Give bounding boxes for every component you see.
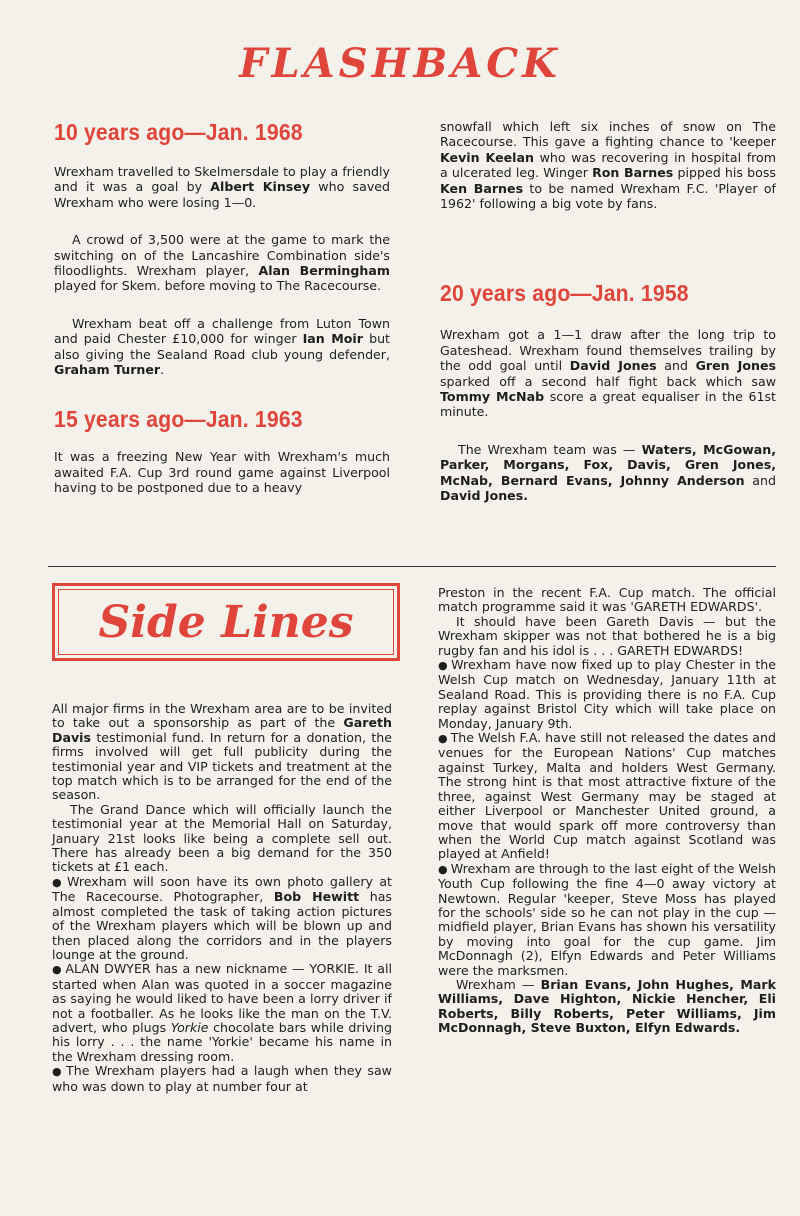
heading-20-years: 20 years ago—Jan. 1958 — [440, 280, 689, 307]
twenty-years-paragraph: Wrexham got a 1—1 draw after the long trip to Gateshead. Wrexham found themselves trailing by the odd goal until David Jones and Gren Jones sparked off a second half fight back which saw Tommy McNab score a great equaliser in the 61st minute. — [440, 327, 777, 420]
side-lines-right-paragraph: Wrexham — Brian Evans, John Hughes, Mark Williams, Dave Highton, Nickie Hencher, Eli Roberts, Billy Roberts, Peter Williams, Jim McDonnagh, Steve Buxton, Elfyn Edwards. — [438, 976, 776, 1036]
side-lines-left-paragraph: All major firms in the Wrexham area are to be invited to take out a sponsorship as part of the Gareth Davis testimonial fund. In return for a donation, the firms involved will get full publicity during the testimonial year and VIP tickets and treatment at the top match which is to be arranged for the end of the season. — [52, 701, 392, 803]
fifteen-years-continued: snowfall which left six inches of snow on The Racecourse. This gave a fighting chance to 'keeper Kevin Keelan who was recovering in hospital from a ulcerated leg. Winger Ron Barnes pipped his boss Ken Barnes to be named Wrexham F.C. 'Player of 1962' following a big vote by fans. — [440, 119, 776, 212]
heading-15-years: 15 years ago—Jan. 1963 — [54, 406, 303, 433]
flashback-left-column — [54, 118, 390, 496]
side-lines-left-column — [52, 702, 392, 1094]
side-lines-left-paragraph: ● ALAN DWYER has a new nickname — YORKIE. It all started when Alan was quoted in a soccer magazine as saying he would liked to have been a lorry driver if not a footballer. As he looks like the man on the T.V. advert, who plugs Yorkie chocolate bars while driving his lorry . . . the name 'Yorkie' became his name in the Wrexham dressing room. — [52, 962, 392, 1064]
side-lines-right-paragraph: ● Wrexham have now fixed up to play Chester in the Welsh Cup match on Wednesday, January 11th at Sealand Road. This is providing there is no F.A. Cup replay against Bristol City which will take place on Monday, January 9th. — [438, 658, 776, 731]
heading-10-years: 10 years ago—Jan. 1968 — [54, 119, 303, 145]
twenty-years-team: The Wrexham team was — Waters, McGowan, Parker, Morgans, Fox, Davis, Gren Jones, McNab, Bernard Evans, Johnny Anderson and David Jones. — [440, 441, 776, 504]
ten-years-paragraph-2: A crowd of 3,500 were at the game to mark the switching on of the Lancashire Combination side's filoodlights. Wrexham player, Alan Bermingham played for Skem. before moving to The Racecourse. — [54, 232, 390, 294]
side-lines-right-paragraph: It should have been Gareth Davis — but the Wrexham skipper was not that bothered he is a big rugby fan and his idol is . . . GARETH EDWARDS! — [438, 613, 776, 658]
side-lines-left-paragraph: ● Wrexham will soon have its own photo gallery at The Racecourse. Photographer, Bob Hewitt has almost completed the task of taking action pictures of the Wrexham players which will be blown up and then placed along the corridors and in the players lounge at the ground. — [52, 875, 392, 962]
side-lines-right-paragraph: ● The Welsh F.A. have still not released the dates and venues for the European Nations' Cup matches against Turkey, Malta and holders West Germany. The strong hint is that most attractive fixture of the three, against West Germany may be staged at either Liverpool or Manchester United ground, a move that would spark off more controversy than when the World Cup match against Scotland was played at Anfield! — [438, 731, 776, 862]
side-lines-right-paragraph: Preston in the recent F.A. Cup match. The official match programme said it was 'GARETH EDWARDS'. — [438, 585, 776, 615]
ten-years-paragraph-1: Wrexham travelled to Skelmersdale to play a friendly and it was a goal by Albert Kinsey who saved Wrexham who were losing 1—0. — [54, 164, 391, 210]
side-lines-left-paragraph: The Grand Dance which will officially launch the testimonial year at the Memorial Hall on Saturday, January 21st looks like being a complete sell out. There has already been a big demand for the 350 tickets at £1 each. — [52, 801, 392, 875]
ten-years-paragraph-3: Wrexham beat off a challenge from Luton Town and paid Chester £10,000 for winger Ian Moir but also giving the Sealand Road club young defender, Graham Turner. — [54, 315, 390, 378]
side-lines-title: Side Lines — [98, 596, 354, 648]
side-lines-right-column — [438, 586, 776, 1036]
side-lines-right-paragraph: ● Wrexham are through to the last eight of the Welsh Youth Cup following the fine 4—0 away victory at Newtown. Regular 'keeper, Steve Moss has played for the schools' side so he can not play in the cup — midfield player, Brian Evans has shown his versatility by moving into goal for the cup game. Jim McDonnagh (2), Elfyn Edwards and Peter Williams were the marksmen. — [438, 862, 776, 978]
side-lines-title-box — [52, 583, 400, 661]
flashback-right-column — [440, 119, 776, 504]
masthead-title: FLASHBACK — [239, 40, 561, 87]
side-lines-left-paragraph: ● The Wrexham players had a laugh when they saw who was down to play at number four at — [52, 1064, 392, 1094]
section-divider — [48, 566, 776, 567]
fifteen-years-paragraph: It was a freezing New Year with Wrexham's much awaited F.A. Cup 3rd round game against Liverpool having to be postponed due to a heavy — [54, 449, 390, 496]
